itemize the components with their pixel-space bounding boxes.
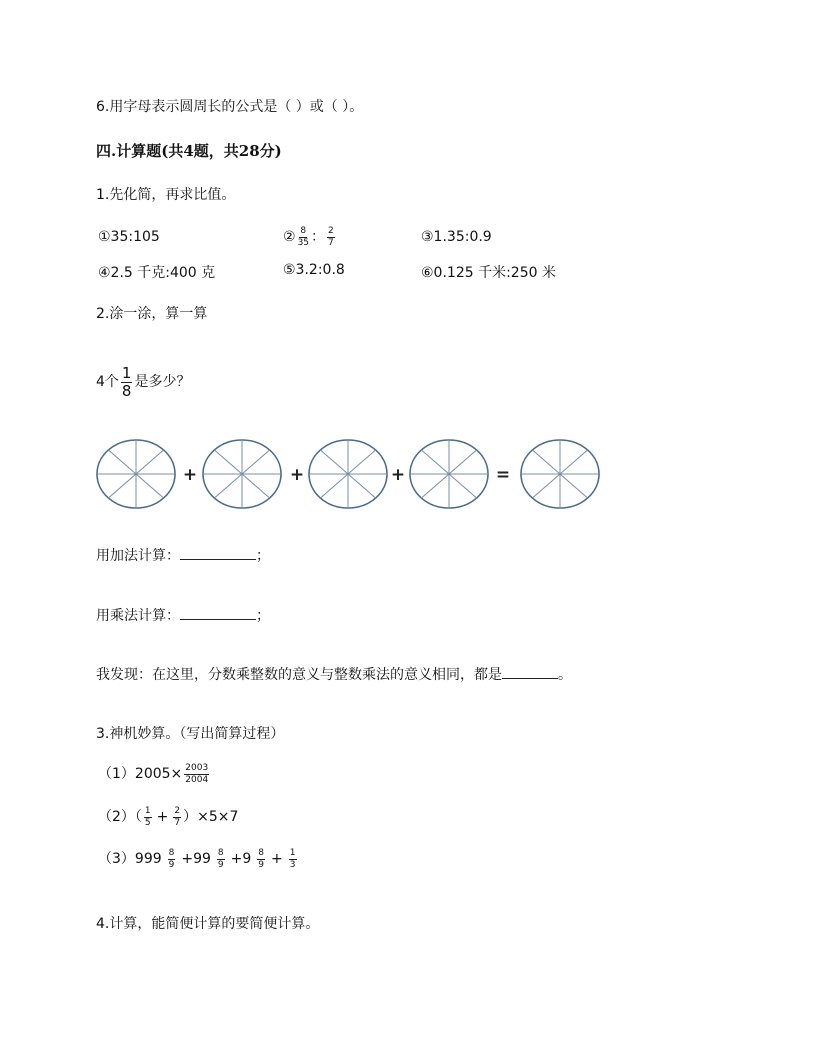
multiplication-label: 用乘法计算： <box>96 608 180 624</box>
fraction-8-9-a: $\frac{8}{9}$ <box>168 847 175 870</box>
ratio-item-2-label: ② <box>283 229 296 245</box>
fraction-circle[interactable] <box>521 440 599 508</box>
multiplication-answer-blank[interactable] <box>180 605 256 620</box>
fraction-2003-2004: $\frac{2003}{2004}$ <box>185 762 209 785</box>
fraction-circles-diagram <box>90 434 710 514</box>
fraction-1-5: $\frac{1}{5}$ <box>144 805 151 828</box>
addition-end: ； <box>256 548 270 564</box>
plus-operator: + <box>390 465 406 485</box>
ratio-item-1: ①35:105 <box>98 229 160 245</box>
ratio-item-5: ⑤3.2:0.8 <box>283 262 345 278</box>
multiplication-line <box>96 605 270 626</box>
fraction-8-9-b: $\frac{8}{9}$ <box>217 847 224 870</box>
ratio-separator: ： <box>311 229 326 245</box>
ratio-item-3: ③1.35:0.9 <box>421 229 492 245</box>
expression-3-part-3: +9 <box>230 851 252 867</box>
multiplication-end: ； <box>256 608 270 624</box>
question-prefix: 4个 <box>96 374 119 390</box>
ratio-item-2 <box>283 226 337 248</box>
question-suffix: 是多少？ <box>134 374 191 390</box>
fraction-1-8: $\frac{1}{8}$ <box>121 363 132 400</box>
plus-operator: + <box>182 465 198 485</box>
discovery-line <box>96 664 572 685</box>
ratio-item-4: ④2.5 千克:400 克 <box>98 265 216 281</box>
problem-3-prompt: 3.神机妙算。（写出简算过程） <box>96 726 285 742</box>
problem-4-prompt: 4.计算，能简便计算的要简便计算。 <box>96 916 320 932</box>
expression-1 <box>98 763 211 785</box>
expression-2 <box>98 806 238 828</box>
problem-2-question <box>96 364 190 400</box>
discovery-label: 我发现：在这里，分数乘整数的意义与整数乘法的意义相同，都是 <box>96 667 502 683</box>
fraction-2-7: $\frac{2}{7}$ <box>328 225 334 248</box>
expression-3-part-4: + <box>271 851 283 867</box>
expression-3 <box>98 848 299 870</box>
problem-1-prompt: 1.先化简，再求比值。 <box>96 187 236 203</box>
fraction-circle[interactable] <box>203 440 281 508</box>
fraction-2-7-b: $\frac{2}{7}$ <box>174 805 181 828</box>
equals-sign: = <box>495 465 511 485</box>
plus-sign: + <box>156 809 169 825</box>
fraction-8-35: $\frac{8}{35}$ <box>297 225 310 248</box>
addition-answer-blank[interactable] <box>180 545 256 560</box>
section-heading: 四.计算题(共4题，共28分) <box>96 142 282 160</box>
expression-1-label: （1）2005× <box>98 766 183 782</box>
expression-3-part-1: （3）999 <box>98 851 162 867</box>
fraction-circle[interactable] <box>97 440 175 508</box>
fraction-circle[interactable] <box>410 440 488 508</box>
addition-label: 用加法计算： <box>96 548 180 564</box>
problem-2-prompt: 2.涂一涂，算一算 <box>96 306 208 322</box>
expression-2-open: （2）（ <box>98 809 142 825</box>
question-6: 6.用字母表示圆周长的公式是（ ）或（ ）。 <box>96 99 364 115</box>
addition-line <box>96 545 270 566</box>
fraction-circle[interactable] <box>309 440 387 508</box>
expression-3-part-2: +99 <box>181 851 211 867</box>
ratio-item-6: ⑥0.125 千米:250 米 <box>421 265 556 281</box>
plus-operator: + <box>289 465 305 485</box>
fraction-1-3: $\frac{1}{3}$ <box>289 847 296 870</box>
expression-2-close: ）×5×7 <box>183 809 239 825</box>
discovery-end: 。 <box>558 667 572 683</box>
fraction-8-9-c: $\frac{8}{9}$ <box>258 847 265 870</box>
discovery-answer-blank[interactable] <box>502 664 558 679</box>
